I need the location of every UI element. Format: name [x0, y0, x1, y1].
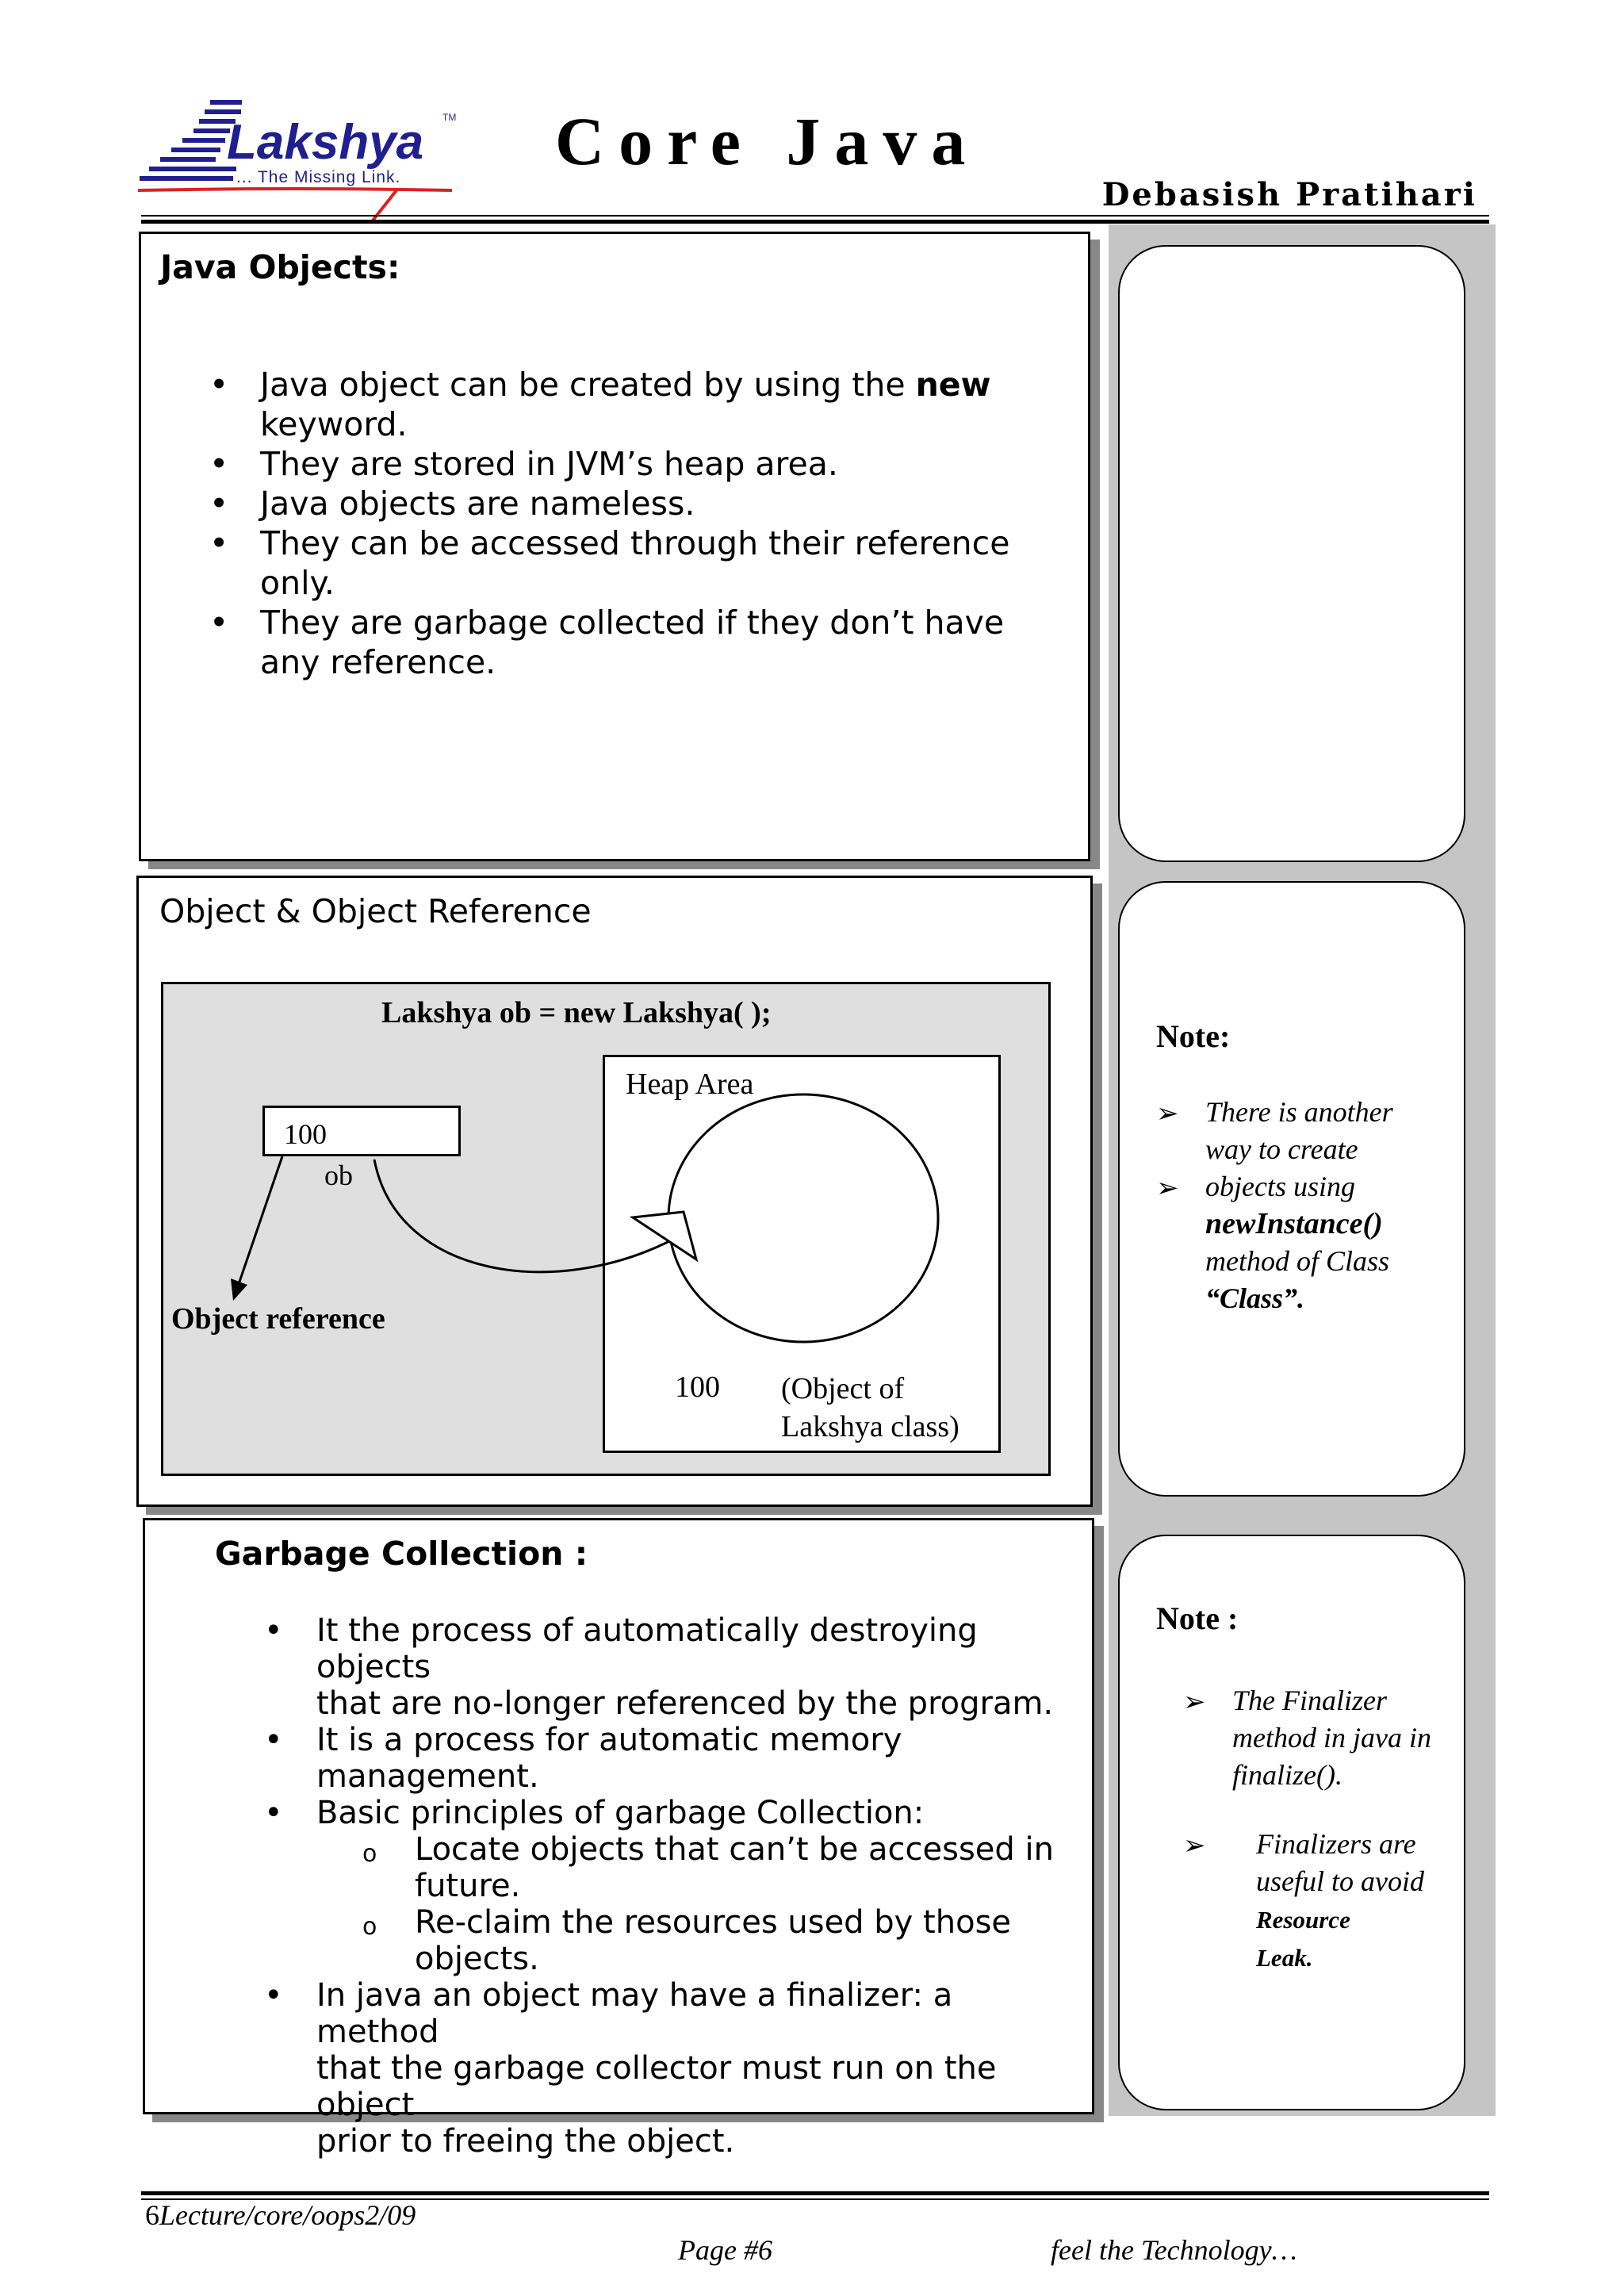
author-name: Debasish Pratihari	[1101, 176, 1477, 213]
list-text: that the garbage collector must run on the object	[316, 2050, 997, 2123]
arrow-bullet-icon: ➢	[1183, 1831, 1206, 1861]
object-reference-label: Object reference	[171, 1302, 385, 1336]
list-item	[264, 1795, 1073, 1977]
list-text: that are no-longer referenced by the program.	[316, 1685, 1054, 1722]
list-text: They are stored in JVM’s heap area.	[260, 445, 838, 483]
note-bold-text: Resource	[1256, 1906, 1350, 1934]
list-item	[264, 1612, 1073, 1722]
list-text: prior to freeing the object.	[316, 2123, 735, 2160]
list-text: It the process of automatically destroying objects	[316, 1612, 978, 1685]
list-text: only.	[260, 564, 335, 602]
method-name: newInstance()	[1205, 1207, 1383, 1240]
list-text: Basic principles of garbage Collection:	[316, 1795, 925, 1831]
arrow-bullet-icon: ➢	[1183, 1688, 1206, 1717]
note-text: method of Class	[1205, 1245, 1390, 1277]
footer-page-prefix: 6	[145, 2199, 159, 2231]
note-bold-text: Leak.	[1256, 1944, 1313, 1972]
object-label-line: (Object of	[781, 1372, 905, 1405]
list-text: objects.	[415, 1941, 539, 1977]
note-text: method in java in	[1232, 1722, 1431, 1754]
sub-list-item	[362, 1904, 1073, 1977]
diagram-code: Lakshya ob = new Lakshya( );	[381, 996, 772, 1029]
list-text: Java objects are nameless.	[260, 485, 695, 523]
label-pointer-head	[231, 1278, 247, 1301]
logo-name: Lakshya	[227, 115, 424, 170]
list-text: Locate objects that can’t be accessed in	[415, 1831, 1054, 1868]
garbage-collection-box	[143, 1518, 1094, 2160]
class-name: “Class”.	[1205, 1282, 1305, 1314]
logo-tagline: ... The Missing Link.	[236, 168, 401, 186]
arrow-bullet-icon: ➢	[1156, 1174, 1179, 1203]
reference-value: 100	[284, 1118, 327, 1150]
garbage-collection-list	[264, 1612, 1073, 2160]
list-text: They can be accessed through their reference	[260, 524, 1010, 562]
note-text: objects using	[1205, 1171, 1355, 1202]
list-text: They are garbage collected if they don’t have	[260, 604, 1005, 642]
list-text: any reference.	[260, 643, 496, 681]
section-heading: Java Objects:	[160, 248, 400, 286]
section-heading: Garbage Collection :	[215, 1535, 588, 1573]
document-title: Core Java	[555, 103, 980, 179]
list-text: In java an object may have a finalizer: a method	[316, 1977, 953, 2050]
list-text: management.	[316, 1758, 539, 1795]
heap-area-label: Heap Area	[626, 1068, 754, 1101]
reference-arrow-curve	[374, 1159, 674, 1272]
section-heading: Object & Object Reference	[159, 892, 592, 930]
logo-trademark: TM	[442, 112, 457, 123]
sub-list	[362, 1831, 1073, 1977]
note-text: The Finalizer	[1232, 1685, 1387, 1716]
keyword-new: new	[915, 366, 991, 404]
list-item	[264, 1722, 1073, 1795]
note-text: Finalizers are	[1256, 1828, 1416, 1860]
object-label-line: Lakshya class)	[781, 1410, 959, 1443]
note-text: There is another	[1205, 1096, 1393, 1128]
note-text: finalize().	[1232, 1759, 1342, 1791]
list-text: keyword.	[260, 405, 408, 443]
footer-reference	[145, 2198, 416, 2232]
footer-rule-thick	[141, 2191, 1489, 2195]
footer-tagline: feel the Technology…	[1051, 2234, 1297, 2266]
note-heading: Note :	[1156, 1600, 1239, 1636]
note-text: way to create	[1205, 1133, 1358, 1165]
reference-variable-name: ob	[324, 1159, 353, 1191]
list-text: Java object can be created by using the	[260, 366, 916, 404]
label-pointer-line	[238, 1156, 282, 1286]
list-item	[264, 1977, 1073, 2160]
note-heading: Note:	[1156, 1018, 1231, 1054]
list-text: It is a process for automatic memory	[316, 1722, 902, 1758]
arrow-bullet-icon: ➢	[1156, 1099, 1179, 1129]
footer-ref-code: Lecture/core/oops2/09	[159, 2199, 416, 2231]
heap-object-circle	[668, 1094, 938, 1342]
note-text: useful to avoid	[1256, 1865, 1424, 1897]
list-text: future.	[415, 1868, 521, 1904]
list-text: Re-claim the resources used by those	[415, 1904, 1012, 1941]
footer-page-number: Page #6	[678, 2234, 772, 2266]
sub-list-item	[362, 1831, 1073, 1904]
object-address: 100	[675, 1370, 720, 1404]
